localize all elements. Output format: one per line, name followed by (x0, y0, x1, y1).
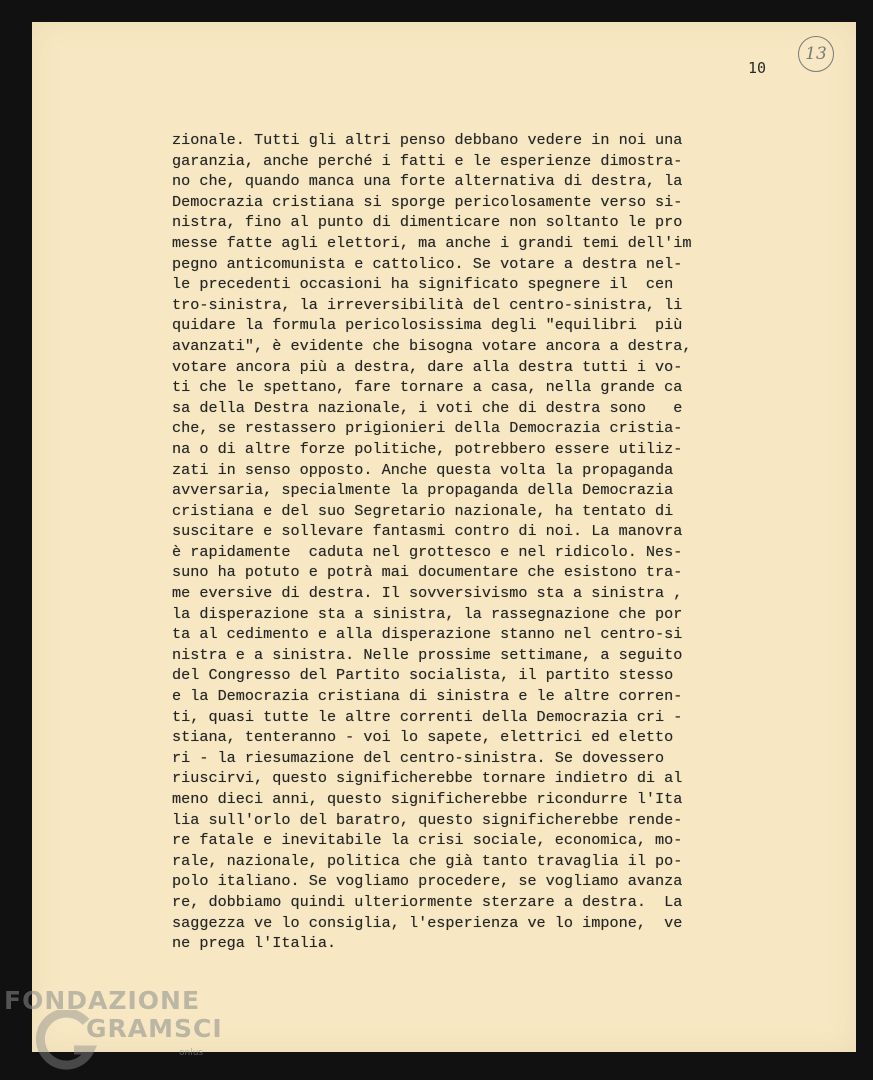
text-line: nistra e a sinistra. Nelle prossime settimane, a seguito (172, 645, 683, 664)
watermark-onlus-text: onlus (179, 1048, 204, 1058)
text-line: votare ancora più a destra, dare alla destra tutti i vo- (172, 357, 683, 376)
text-line: riuscirvi, questo significherebbe tornare indietro di al (172, 769, 683, 788)
text-line: quidare la formula pericolosissima degli "equilibri più (172, 316, 683, 335)
text-line: me eversive di destra. Il sovversivismo sta a sinistra , (172, 584, 683, 603)
text-line: la disperazione sta a sinistra, la rassegnazione che por (172, 604, 683, 623)
text-line: è rapidamente caduta nel grottesco e nel ridicolo. Nes- (172, 542, 683, 561)
watermark-gramsci-text: GRAMSCI (86, 1014, 223, 1043)
text-line: Democrazia cristiana si sporge pericolosamente verso si- (172, 192, 683, 211)
text-line: re, dobbiamo quindi ulteriormente sterzare a destra. La (172, 892, 683, 911)
text-line: na o di altre forze politiche, potrebbero essere utiliz- (172, 439, 683, 458)
text-line: avanzati", è evidente che bisogna votare ancora a destra, (172, 336, 692, 355)
text-line: no che, quando manca una forte alternativa di destra, la (172, 172, 683, 191)
text-line: saggezza ve lo consiglia, l'esperienza ve lo impone, ve (172, 913, 683, 932)
text-line: le precedenti occasioni ha significato spegnere il cen (172, 275, 674, 294)
typed-body-text (172, 130, 772, 954)
text-line: ti, quasi tutte le altre correnti della Democrazia cri - (172, 707, 683, 726)
text-line: che, se restassero prigionieri della Democrazia cristia- (172, 419, 683, 438)
text-line: zionale. Tutti gli altri penso debbano vedere in noi una (172, 131, 683, 149)
text-line: ti che le spettano, fare tornare a casa, nella grande ca (172, 378, 683, 397)
text-line: polo italiano. Se vogliamo procedere, se vogliamo avanza (172, 872, 683, 891)
text-line: suno ha potuto e potrà mai documentare che esistono tra- (172, 563, 683, 582)
watermark-foundation-text: FONDAZIONE (4, 986, 201, 1015)
text-line: rale, nazionale, politica che già tanto travaglia il po- (172, 851, 683, 870)
text-line: suscitare e sollevare fantasmi contro di noi. La manovra (172, 522, 683, 541)
text-line: ne prega l'Italia. (172, 934, 337, 953)
text-line: sa della Destra nazionale, i voti che di destra sono e (172, 398, 683, 417)
text-line: ta al cedimento e alla disperazione stanno nel centro-si (172, 625, 683, 644)
text-line: re fatale e inevitabile la crisi sociale, economica, mo- (172, 831, 683, 850)
text-line: pegno anticomunista e cattolico. Se votare a destra nel- (172, 254, 683, 273)
circled-archive-number: 13 (798, 36, 834, 72)
text-line: zati in senso opposto. Anche questa volta la propaganda (172, 460, 674, 479)
text-line: meno dieci anni, questo significherebbe ricondurre l'Ita (172, 790, 683, 808)
text-line: garanzia, anche perché i fatti e le esperienze dimostra- (172, 151, 683, 170)
text-line: stiana, tenteranno - voi lo sapete, elettrici ed eletto (172, 728, 674, 747)
text-line: nistra, fino al punto di dimenticare non soltanto le pro (172, 213, 683, 232)
text-line: avversaria, specialmente la propaganda della Democrazia (172, 481, 674, 500)
text-line: lia sull'orlo del baratro, questo significherebbe rende- (172, 810, 683, 829)
text-line: cristiana e del suo Segretario nazionale, ha tentato di (172, 501, 674, 520)
text-line: del Congresso del Partito socialista, il partito stesso (172, 666, 674, 685)
text-line: ri - la riesumazione del centro-sinistra. Se dovessero (172, 748, 665, 767)
page-number: 10 (748, 59, 767, 77)
text-line: tro-sinistra, la irreversibilità del centro-sinistra, li (172, 295, 683, 314)
text-line: messe fatte agli elettori, ma anche i grandi temi dell'im (172, 233, 692, 252)
text-line: e la Democrazia cristiana di sinistra e le altre corren- (172, 687, 683, 706)
